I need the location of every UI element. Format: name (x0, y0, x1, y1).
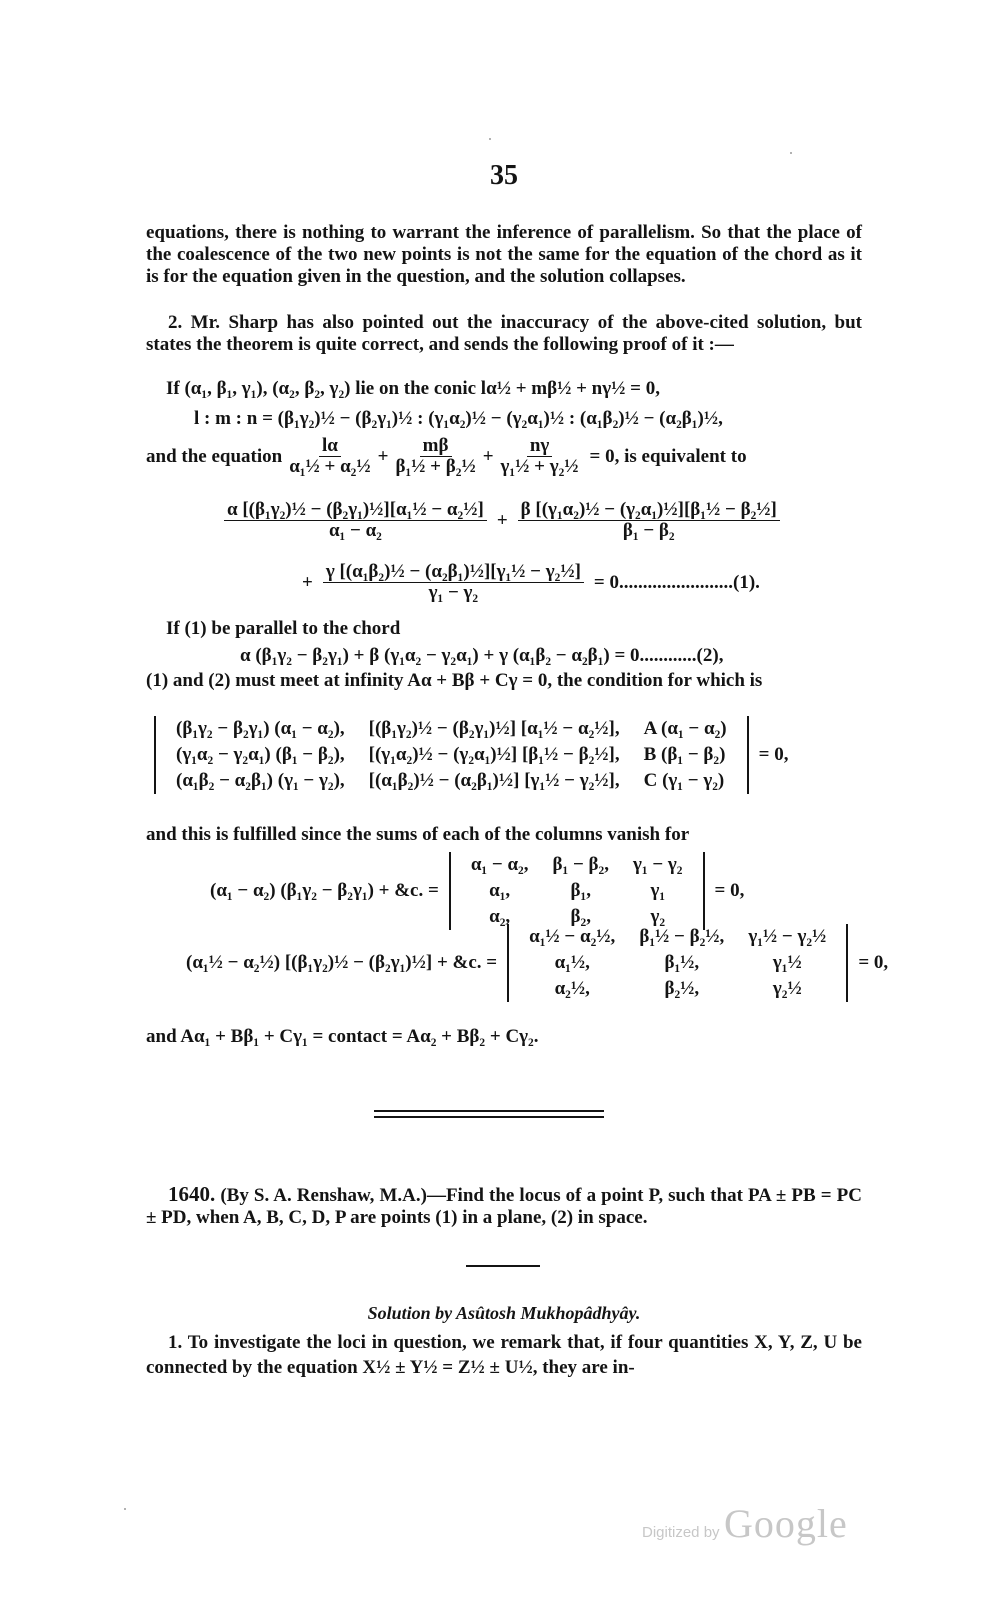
det2-equals-zero: = 0, (714, 880, 745, 901)
det1-cell: A (α₁ − α₂) (643, 718, 727, 739)
big-fraction-alpha-numerator: α [(β₁γ₂)½ − (β₂γ₁)½][α₁½ − α₂½] (224, 500, 487, 521)
det2-cell: γ₂ (650, 906, 666, 927)
det3-row (517, 976, 838, 1002)
fraction-n (498, 436, 582, 477)
paragraph-continuation: equations, there is nothing to warrant the inference of parallelism. So that the place of the coalescence of the two new points is not the same for the equation of the chord as it is for the equation given in the question, and the solution collapses. (146, 222, 862, 287)
det2-row (459, 878, 695, 904)
fraction-m (392, 436, 478, 477)
big-fraction-beta-numerator: β [(γ₁α₂)½ − (γ₂α₁)½][β₁½ − β₂½] (518, 500, 780, 521)
det2-cell: β₂, (570, 906, 591, 927)
equation-big-sum-row2 (302, 562, 862, 603)
column-sum-1 (210, 852, 744, 930)
equation-conic: If (α₁, β₁, γ₁), (α₂, β₂, γ₂) lie on the conic lα½ + mβ½ + nγ½ = 0, (166, 378, 660, 399)
det1-row (164, 716, 739, 742)
equivalent-text: = 0, is equivalent to (589, 445, 747, 467)
speck-top (489, 138, 491, 140)
determinant-1 (154, 716, 749, 794)
det1-cell: (γ₁α₂ − γ₂α₁) (β₁ − β₂), (176, 744, 345, 765)
det1-cell: (α₁β₂ − α₂β₁) (γ₁ − γ₂), (176, 770, 345, 791)
equation-big-sum-row1 (220, 500, 860, 541)
plus-sign: + (377, 445, 389, 467)
det3-cell: β₁½, (664, 952, 700, 973)
short-rule (466, 1265, 540, 1267)
paragraph-sharp: 2. Mr. Sharp has also pointed out the inaccuracy of the above-cited solution, but states the theorem is quite correct, and sends the following proof of it :— (146, 312, 862, 355)
det1-cell: [(γ₁α₂)½ − (γ₂α₁)½] [β₁½ − β₂½], (368, 744, 620, 765)
det1-row (164, 742, 739, 768)
det1-row (164, 768, 739, 794)
det1-cell: B (β₁ − β₂) (643, 744, 726, 765)
det2-row (459, 852, 695, 878)
question-text: (By S. A. Renshaw, M.A.)—Find the locus of a point P, such that PA ± PB = PC ± PD, when A, B, C, D, P are points (1) in a plane, (2) in space. (146, 1185, 863, 1228)
det3-cell: β₂½, (664, 978, 700, 999)
fraction-m-denominator: β₁½ + β₂½ (395, 456, 476, 477)
fraction-l-denominator: α₁½ + α₂½ (289, 456, 371, 477)
big-fraction-gamma (323, 562, 584, 603)
det1-equals-zero: = 0, (758, 744, 789, 765)
fulfilled-text: and this is fulfilled since the sums of each of the columns vanish for (146, 824, 690, 845)
question-1640 (146, 1183, 862, 1229)
big-fraction-gamma-denominator: γ₁ − γ₂ (428, 582, 479, 603)
equation-line-equivalent (146, 436, 886, 477)
determinant-2 (449, 852, 705, 930)
fraction-m-numerator: mβ (420, 436, 452, 457)
section-rule-top (374, 1110, 604, 1112)
fraction-l-numerator: lα (319, 436, 341, 457)
equation-number-1: = 0........................(1). (593, 571, 760, 593)
plus-sign: + (496, 509, 508, 531)
determinant-3 (507, 924, 848, 1002)
page-number: 35 (490, 160, 518, 191)
solution-paragraph: 1. To investigate the loci in question, we remark that, if four quantities X, Y, Z, U be connected by the equation X½ ± Y½ = Z½ ± U½, they are in- (146, 1332, 862, 1378)
det2-cell: α₁ − α₂, (470, 854, 529, 875)
det1-cell: [(β₁γ₂)½ − (β₂γ₁)½] [α₁½ − α₂½], (368, 718, 620, 739)
column-sum-2-lhs: (α₁½ − α₂½) [(β₁γ₂)½ − (β₂γ₁)½] + &c. = (186, 952, 498, 973)
det3-row (517, 950, 838, 976)
big-fraction-alpha-denominator: α₁ − α₂ (328, 520, 382, 541)
section-rule-bottom (374, 1116, 604, 1118)
det2-cell: γ₁ − γ₂ (633, 854, 683, 875)
column-sum-1-lhs: (α₁ − α₂) (β₁γ₂ − β₂γ₁) + &c. = (210, 880, 439, 901)
fraction-n-denominator: γ₁½ + γ₂½ (500, 456, 579, 477)
contact-line: and Aα₁ + Bβ₁ + Cγ₁ = contact = Aα₂ + Bβ₂ + Cγ₂. (146, 1026, 539, 1047)
det3-cell: γ₁½ − γ₂½ (748, 926, 827, 947)
big-fraction-alpha (224, 500, 487, 541)
det3-cell: γ₂½ (772, 978, 802, 999)
label-and-the-equation: and the equation (146, 445, 283, 467)
equation-ratio: l : m : n = (β₁γ₂)½ − (β₂γ₁)½ : (γ₁α₂)½ − (γ₂α₁)½ : (α₁β₂)½ − (α₂β₁)½, (194, 408, 723, 429)
det1-cell: [(α₁β₂)½ − (α₂β₁)½] [γ₁½ − γ₂½], (368, 770, 620, 791)
equation-2: α (β₁γ₂ − β₂γ₁) + β (γ₁α₂ − γ₂α₁) + γ (α₁β₂ − α₂β₁) = 0............(2), (240, 645, 724, 666)
det3-cell: β₁½ − β₂½, (639, 926, 725, 947)
det3-cell: α₂½, (554, 978, 590, 999)
fraction-l (286, 436, 373, 477)
det3-cell: α₁½, (554, 952, 590, 973)
if-parallel-line: If (1) be parallel to the chord (166, 618, 401, 639)
big-fraction-beta (518, 500, 780, 541)
det3-cell: γ₁½ (772, 952, 802, 973)
plus-sign: + (482, 445, 494, 467)
big-fraction-gamma-numerator: γ [(α₁β₂)½ − (α₂β₁)½][γ₁½ − γ₂½] (323, 562, 584, 583)
meet-at-infinity-text: (1) and (2) must meet at infinity Aα + Bβ + Cγ = 0, the condition for which is (146, 670, 763, 691)
determinant-condition (154, 716, 788, 794)
speck-right (790, 152, 792, 154)
det3-cell: α₁½ − α₂½, (529, 926, 616, 947)
digitized-watermark (642, 1500, 848, 1547)
det2-cell: γ₁ (650, 880, 666, 901)
watermark-brand: Google (724, 1501, 848, 1546)
det1-cell: C (γ₁ − γ₂) (643, 770, 725, 791)
det2-cell: β₁, (570, 880, 591, 901)
question-number: 1640. (168, 1182, 216, 1206)
solution-heading: Solution by Asûtosh Mukhopâdhyây. (367, 1303, 641, 1323)
plus-sign: + (302, 571, 313, 593)
fraction-n-numerator: nγ (527, 436, 552, 457)
det2-cell: α₁, (489, 880, 511, 901)
big-fraction-beta-denominator: β₁ − β₂ (622, 520, 675, 541)
speck-bottom (124, 1508, 126, 1510)
det2-cell: α₂, (489, 906, 511, 927)
det2-cell: β₁ − β₂, (552, 854, 609, 875)
det3-row (517, 924, 838, 950)
det3-equals-zero: = 0, (858, 952, 889, 973)
det1-cell: (β₁γ₂ − β₂γ₁) (α₁ − α₂), (176, 718, 345, 739)
watermark-prefix: Digitized by (642, 1524, 720, 1541)
column-sum-2 (186, 924, 888, 1002)
